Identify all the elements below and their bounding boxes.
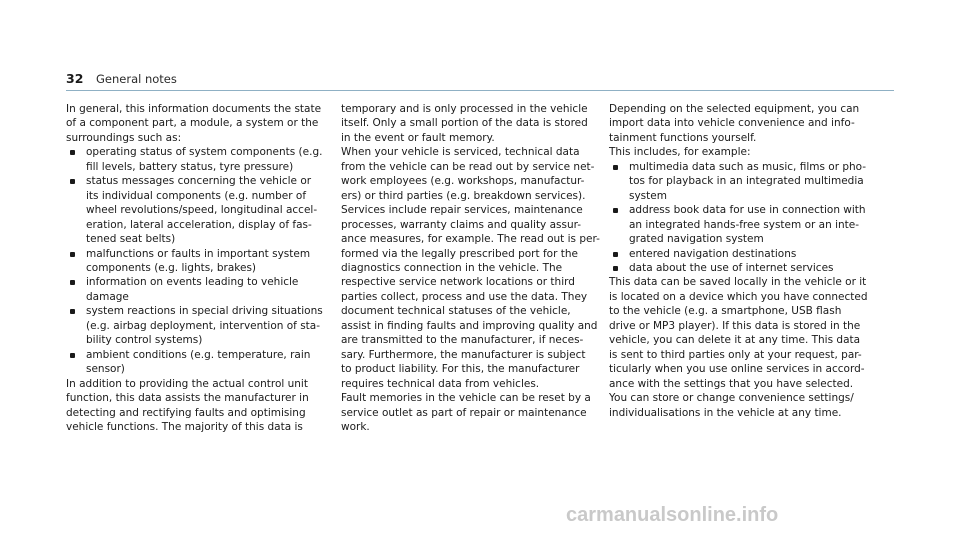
data-types-list xyxy=(66,145,326,376)
examples-list xyxy=(609,160,879,276)
paragraph: This data can be saved locally in the vehicle or it is located on a device which you have connected to the vehicle (e.g. a smartphone, USB flash drive or MP3 player). If this data is stored in the vehicle, you can delete it at any time. This data is sent to third parties only at your request, par- ticularly when you use online services in accord- ance with the settings that you have selected. xyxy=(609,276,868,390)
list-item: address book data for use in connection with an integrated hands-free system or an inte- grated navigation system xyxy=(609,203,879,246)
paragraph: You can store or change convenience settings/ individualisations in the vehicle at any time. xyxy=(609,392,854,419)
paragraph: Depending on the selected equipment, you can import data into vehicle convenience and info- tainment functions yourself. xyxy=(609,103,860,144)
paragraph: This includes, for example: xyxy=(609,146,751,159)
list-item: information on events leading to vehicle damage xyxy=(66,275,326,304)
column-1 xyxy=(66,102,326,434)
list-item: entered navigation destinations xyxy=(609,247,879,261)
list-item: malfunctions or faults in important system components (e.g. lights, brakes) xyxy=(66,247,326,276)
list-item: ambient conditions (e.g. temperature, rain sensor) xyxy=(66,348,326,377)
list-item: data about the use of internet services xyxy=(609,261,879,275)
page-header xyxy=(66,70,894,91)
paragraph: When your vehicle is serviced, technical data from the vehicle can be read out by service net- work employees (e.g. workshops, manufactur- ers) or third parties (e.g. breakdown services). Services include repair services, maintenance processes, warranty claims and quality assur- ance measures, for example. The read out is per- formed via the legally prescribed port for the diagnostics connection in the vehicle. The respective service network locations or third parties collect, process and use the data. They document technical statuses of the vehicle, assist in finding faults and improving quality and are transmitted to the manufacturer, if neces- sary. Furthermore, the manufacturer is subject to product liability. For this, the manufacturer requires technical data from vehicles. xyxy=(341,146,600,390)
column-3 xyxy=(609,102,879,420)
paragraph: Fault memories in the vehicle can be reset by a service outlet as part of repair or maintenance work. xyxy=(341,392,591,433)
page-number: 32 xyxy=(66,71,84,86)
list-item: system reactions in special driving situations (e.g. airbag deployment, intervention of sta- bility control systems) xyxy=(66,304,326,347)
paragraph: temporary and is only processed in the vehicle itself. Only a small portion of the data is stored in the event or fault memory. xyxy=(341,103,588,144)
list-item: status messages concerning the vehicle or its individual components (e.g. number of wheel revolutions/speed, longitudinal accel- eration, lateral acceleration, display of fas- tened seat belts) xyxy=(66,174,326,246)
section-title: General notes xyxy=(96,72,177,86)
outro-paragraph: In addition to providing the actual control unit function, this data assists the manufacturer in detecting and rectifying faults and optimising vehicle functions. The majority of this data is xyxy=(66,377,309,433)
watermark: carmanualsonline.info xyxy=(566,504,779,526)
column-2 xyxy=(341,102,601,434)
intro-paragraph: In general, this information documents the state of a component part, a module, a system or the surroundings such as: xyxy=(66,103,322,144)
list-item: operating status of system components (e.g. fill levels, battery status, tyre pressure) xyxy=(66,145,326,174)
list-item: multimedia data such as music, films or pho- tos for playback in an integrated multimedia system xyxy=(609,160,879,203)
